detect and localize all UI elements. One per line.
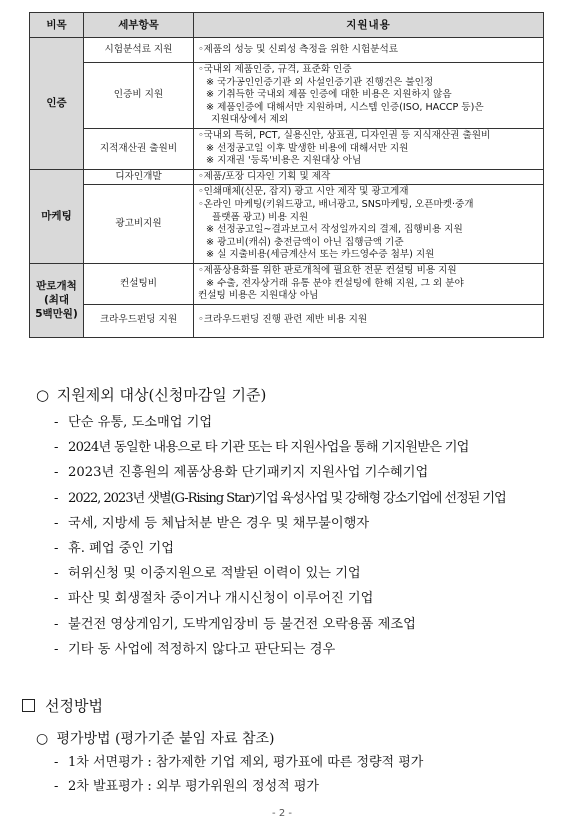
content-line: ※ 기취득한 국내외 제품 인증에 대한 비용은 지원하지 않음	[206, 89, 452, 101]
content-ip	[194, 128, 544, 169]
list-item-text: 국세, 지방세 등 체납처분 받은 경우 및 채무불이행자	[68, 515, 370, 531]
dash-bullet: -	[54, 779, 59, 794]
table-header-row	[30, 13, 544, 38]
dash-bullet: -	[54, 515, 59, 531]
category-market-development	[30, 263, 84, 337]
list-item-text: 허위신청 및 이중지원으로 적발된 이력이 있는 기업	[68, 566, 361, 582]
evaluation-list	[54, 751, 423, 799]
table-row	[30, 169, 544, 185]
list-item-text: 2024년 동일한 내용으로 타 기관 또는 타 지원사업을 통해 기지원받은 기업	[68, 440, 469, 456]
content-consult	[194, 263, 544, 304]
content-certfee	[194, 63, 544, 129]
list-item	[54, 511, 506, 536]
content-line: ※ 지재권 '등록'비용은 지원대상 아님	[206, 155, 362, 167]
sub-item-ip: 지적재산권 출원비	[84, 128, 194, 169]
table-row	[30, 38, 544, 63]
list-item-text: 파산 및 회생절차 중이거나 개시신청이 이루어진 기업	[68, 591, 374, 607]
dash-bullet: -	[54, 465, 59, 481]
content-line: 지원대상에서 제외	[211, 114, 289, 126]
sub-item-consult: 컨설팅비	[84, 263, 194, 304]
content-line: ◦제품상용화를 위한 판로개척에 필요한 전문 컨설팅 비용 지원	[198, 264, 457, 276]
evaluation-title: 평가방법 (평가기준 붙임 자료 참조)	[56, 731, 275, 747]
list-item	[54, 435, 506, 460]
list-item	[54, 751, 423, 775]
content-line: ◦국내외 제품인증, 규격, 표준화 인증	[198, 64, 352, 75]
table-row	[30, 263, 544, 304]
dash-bullet: -	[54, 755, 59, 770]
category-marketing: 마케팅	[30, 169, 84, 263]
list-item	[54, 637, 506, 662]
content-line: ※ 실 지출비용(세금계산서 또는 카드영수증 첨부) 지원	[206, 249, 435, 261]
circle-bullet: ○	[36, 386, 50, 404]
header-detail-item: 세부항목	[84, 13, 194, 38]
content-ad	[194, 185, 544, 264]
content-line: ※ 제품인증에 대해서만 지원하며, 시스템 인증(ISO, HACCP 등)은	[206, 101, 484, 113]
content-crowd	[194, 304, 544, 337]
list-item-text: 단순 유통, 도소매업 기업	[68, 415, 213, 430]
list-item	[54, 486, 506, 511]
list-item-text: 기타 동 사업에 적정하지 않다고 판단되는 경우	[68, 641, 336, 657]
list-item	[54, 612, 506, 637]
sub-item-ad: 광고비지원	[84, 185, 194, 264]
dash-bullet: -	[54, 440, 58, 456]
content-line: ※ 수출, 전자상거래 유통 분야 컨설팅에 한해 지원, 그 외 분야	[206, 277, 464, 289]
content-line: ※ 국가공인인증기관 외 사설인증기관 진행건은 불인정	[206, 76, 434, 88]
dash-bullet: -	[54, 490, 58, 506]
list-item	[54, 536, 506, 561]
list-item-text: 2차 발표평가 : 외부 평가위원의 정성적 평가	[68, 779, 319, 794]
exclusion-list	[54, 410, 506, 662]
dash-bullet: -	[54, 591, 59, 607]
content-line: ※ 광고비(캐쉬) 충전금액이 아닌 집행금액 기준	[206, 236, 404, 248]
page-number: - 2 -	[272, 808, 292, 819]
evaluation-heading	[36, 728, 275, 748]
exclusion-title: 지원제외 대상(신청마감일 기준)	[56, 386, 267, 404]
list-item-text: 불건전 영상게임기, 도박게임장비 등 불건전 오락용품 제조업	[68, 616, 416, 632]
content-line: ◦인쇄매체(신문, 잡지) 광고 시안 제작 및 광고게재	[198, 186, 409, 198]
content-line: 플랫폼 광고) 비용 지원	[212, 211, 309, 223]
list-item	[54, 775, 423, 799]
header-support-content: 지원내용	[194, 13, 544, 38]
list-item-text: 1차 서면평가 : 참가제한 기업 제외, 평가표에 따른 정량적 평가	[68, 755, 424, 770]
content-test	[194, 38, 544, 63]
category-line: (최대	[43, 294, 70, 307]
list-item	[54, 410, 506, 435]
list-item	[54, 561, 506, 586]
circle-bullet: ○	[36, 731, 49, 747]
content-line: ◦국내외 특허, PCT, 실용신안, 상표권, 디자인권 등 지식재산권 출원비	[198, 129, 491, 141]
list-item	[54, 460, 506, 485]
content-line: ◦제품/포장 디자인 기획 및 제작	[198, 170, 331, 182]
sub-item-test: 시험분석료 지원	[84, 38, 194, 63]
header-budget-item: 비목	[30, 13, 84, 38]
content-design	[194, 169, 544, 185]
category-cert: 인증	[30, 38, 84, 170]
list-item-text: 2023년 진흥원의 제품상용화 단기패키지 지원사업 기수혜기업	[68, 465, 429, 481]
sub-item-crowd: 크라우드펀딩 지원	[84, 304, 194, 337]
dash-bullet: -	[54, 616, 59, 632]
dash-bullet: -	[54, 541, 59, 557]
selection-heading	[22, 695, 103, 716]
list-item	[54, 586, 506, 611]
content-line: ◦온라인 마케팅(키워드광고, 배너광고, SNS마케팅, 오픈마켓·중개	[198, 198, 474, 210]
support-table	[29, 12, 544, 338]
category-line: 5백만원)	[35, 308, 78, 321]
square-bullet-icon	[22, 699, 35, 712]
sub-item-design: 디자인개발	[84, 169, 194, 185]
dash-bullet: -	[54, 641, 59, 657]
dash-bullet: -	[54, 415, 59, 430]
table-row	[30, 185, 544, 264]
category-line: 판로개척	[36, 280, 77, 293]
table-row	[30, 128, 544, 169]
content-line: ※ 선정공고일~결과보고서 작성일까지의 결제, 집행비용 지원	[206, 224, 463, 236]
selection-title: 선정방법	[45, 697, 103, 715]
list-item-text: 휴. 폐업 중인 기업	[68, 541, 174, 557]
table-row	[30, 304, 544, 337]
table-row	[30, 63, 544, 129]
content-line: ◦크라우드펀딩 진행 관련 제반 비용 지원	[198, 314, 368, 326]
list-item-text: 2022, 2023년 샛별(G-Rising Star)기업 육성사업 및 강해형 강소기업에 선정된 기업	[68, 490, 506, 506]
dash-bullet: -	[54, 566, 59, 582]
sub-item-certfee: 인증비 지원	[84, 63, 194, 129]
content-line: ◦제품의 성능 및 신뢰성 측정을 위한 시험분석료	[198, 43, 399, 55]
exclusion-heading	[36, 384, 266, 405]
content-line: 컨설팅 비용은 지원대상 아님	[198, 290, 319, 302]
content-line: ※ 선정공고일 이후 발생한 비용에 대해서만 지원	[206, 142, 409, 154]
